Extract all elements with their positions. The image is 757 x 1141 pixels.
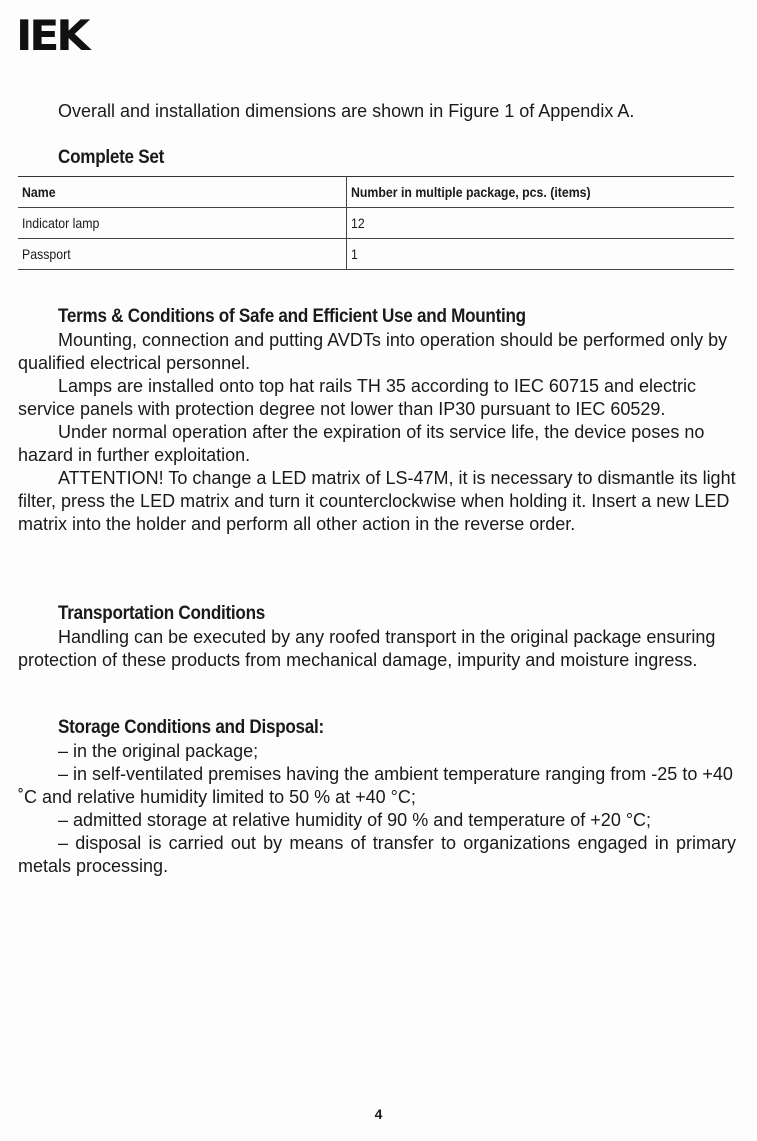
column-header-quantity: Number in multiple package, pcs. (items) bbox=[347, 177, 735, 208]
table-cell-name: Indicator lamp bbox=[18, 208, 347, 239]
table-cell-name: Passport bbox=[18, 239, 347, 270]
terms-paragraph: Lamps are installed onto top hat rails TH 35 according to IEC 60715 and electric service panels with protection degree not lower than IP30 pursuant to IEC 60529. bbox=[18, 376, 697, 419]
storage-item: – in self-ventilated premises having the ambient temperature ranging from -25 to +40 ˚С and relative humidity limited to 50 % at +40 °C; bbox=[18, 764, 733, 807]
table-header-row bbox=[18, 177, 734, 208]
terms-heading: Terms & Conditions of Safe and Efficient Use and Mounting bbox=[58, 306, 526, 327]
terms-paragraph: ATTENTION! To change a LED matrix of LS-47M, it is necessary to dismantle its light filter, press the LED matrix and turn it counterclockwise when holding it. Insert a new LED matrix into the holder and perform all other action in the reverse order. bbox=[18, 468, 736, 534]
terms-paragraph: Under normal operation after the expiration of its service life, the device poses no hazard in further exploitation. bbox=[18, 422, 705, 465]
page-number: 4 bbox=[374, 1106, 383, 1122]
terms-paragraph: Mounting, connection and putting AVDTs into operation should be performed only by qualified electrical personnel. bbox=[18, 330, 728, 373]
column-header-name: Name bbox=[18, 177, 347, 208]
table-row bbox=[18, 239, 734, 270]
intro-text: Overall and installation dimensions are shown in Figure 1 of Appendix A. bbox=[58, 101, 635, 121]
storage-item: – in the original package; bbox=[58, 741, 259, 761]
storage-item: – admitted storage at relative humidity of 90 % and temperature of +20 °C; bbox=[58, 810, 652, 830]
iek-logo: IEK bbox=[16, 11, 88, 60]
table-row bbox=[18, 208, 734, 239]
complete-set-table bbox=[18, 176, 734, 270]
table-cell-quantity: 12 bbox=[347, 208, 735, 239]
complete-set-heading: Complete Set bbox=[58, 147, 165, 168]
terms-section bbox=[18, 329, 736, 536]
transportation-heading: Transportation Conditions bbox=[58, 603, 265, 624]
transportation-paragraph: Handling can be executed by any roofed transport in the original package ensuring protection of these products from mechanical damage, impurity and moisture ingress. bbox=[18, 627, 716, 670]
transportation-section bbox=[18, 626, 736, 672]
table-cell-quantity: 1 bbox=[347, 239, 735, 270]
storage-heading: Storage Conditions and Disposal: bbox=[58, 717, 324, 738]
storage-item: – disposal is carried out by means of transfer to organizations engaged in primary metals processing. bbox=[18, 833, 736, 876]
storage-section bbox=[18, 740, 736, 878]
